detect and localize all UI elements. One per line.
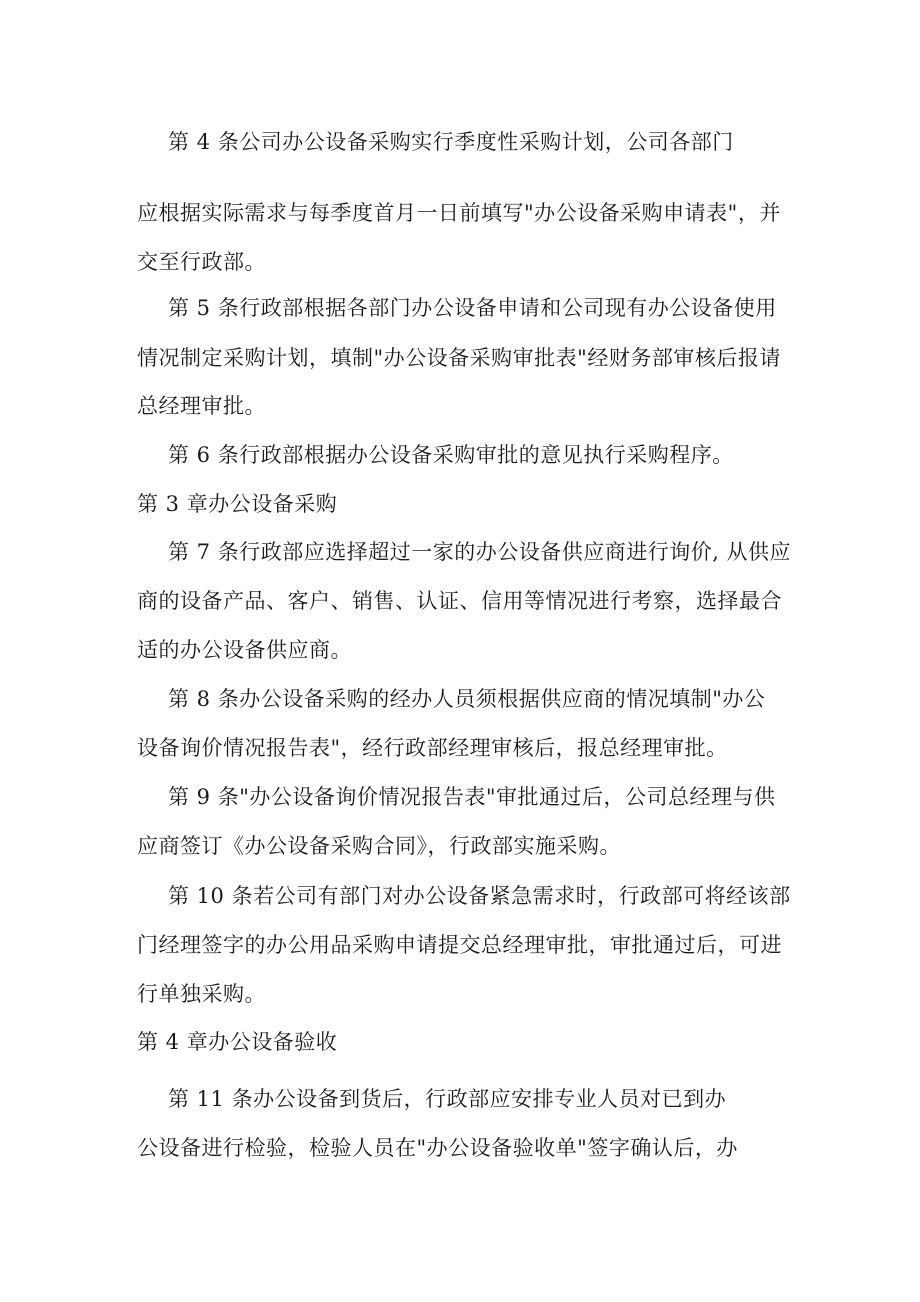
article-7-line-2: 商的设备产品、客户、销售、认证、信用等情况进行考察，选择最合 — [137, 589, 782, 613]
article-10-line-2: 门经理签字的办公用品采购申请提交总经理审批，审批通过后，可进 — [137, 933, 782, 957]
chapter-3-heading: 第 3 章办公设备采购 — [137, 492, 338, 516]
article-4-line-3: 交至行政部。 — [137, 250, 266, 274]
chapter-4-heading: 第 4 章办公设备验收 — [137, 1030, 338, 1054]
article-11-line-1: 第 11 条办公设备到货后，行政部应安排专业人员对已到办 — [168, 1087, 727, 1111]
article-8-line-1: 第 8 条办公设备采购的经办人员须根据供应商的情况填制"办公 — [168, 687, 766, 711]
article-7-line-1: 第 7 条行政部应选择超过一家的办公设备供应商进行询价, 从供应 — [168, 540, 792, 564]
article-5-line-1: 第 5 条行政部根据各部门办公设备申请和公司现有办公设备使用 — [168, 296, 777, 320]
article-4-line-2: 应根据实际需求与每季度首月一日前填写"办公设备采购申请表"，并 — [137, 201, 781, 225]
article-10-line-3: 行单独采购。 — [137, 982, 266, 1006]
article-5-line-2: 情况制定采购计划，填制"办公设备采购审批表"经财务部审核后报请 — [137, 346, 781, 370]
article-11-line-2: 公设备进行检验，检验人员在"办公设备验收单"签字确认后，办 — [137, 1136, 738, 1160]
article-7-line-3: 适的办公设备供应商。 — [137, 638, 352, 662]
article-8-line-2: 设备询价情况报告表"，经行政部经理审核后，报总经理审批。 — [137, 736, 728, 760]
article-10-line-1: 第 10 条若公司有部门对办公设备紧急需求时，行政部可将经该部 — [168, 884, 791, 908]
article-6-line-1: 第 6 条行政部根据办公设备采购审批的意见执行采购程序。 — [168, 443, 734, 467]
article-5-line-3: 总经理审批。 — [137, 394, 266, 418]
article-4-line-1: 第 4 条公司办公设备采购实行季度性采购计划，公司各部门 — [168, 130, 734, 154]
article-9-line-1: 第 9 条"办公设备询价情况报告表"审批通过后，公司总经理与供 — [168, 785, 776, 809]
article-9-line-2: 应商签订《办公设备采购合同》，行政部实施采购。 — [137, 834, 621, 858]
